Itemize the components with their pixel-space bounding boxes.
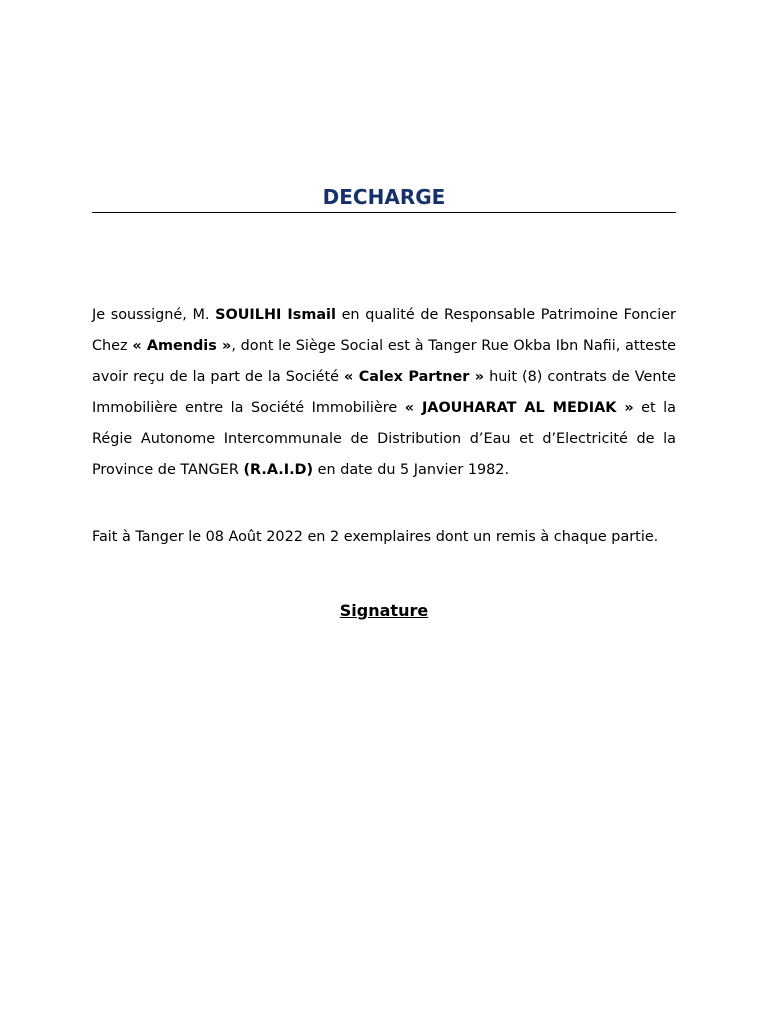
signatory-name: SOUILHI Ismail — [215, 307, 336, 324]
declaration-text-4: huit (8) contrats de Vente Immobilière entre la Société Immobilière — [92, 369, 676, 417]
signature-heading: Signature — [339, 601, 429, 620]
declaration-text-6: en date du 5 Janvier 1982. — [313, 462, 510, 479]
declaration-text-2: en qualité de Responsable Patrimoine Foncier Chez — [92, 307, 676, 355]
declaration-text-3: , dont le Siège Social est à Tanger Rue Okba Ibn Nafii, atteste avoir reçu de la part de la Société — [92, 338, 676, 386]
title-underline-rule — [92, 212, 676, 213]
partner-company: « Calex Partner » — [343, 369, 485, 386]
place-date-line: Fait à Tanger le 08 Août 2022 en 2 exemplaires dont un remis à chaque partie. — [92, 529, 659, 545]
employer-company: « Amendis » — [132, 338, 232, 355]
declaration-text-5: et la Régie Autonome Intercommunale de Distribution d’Eau et d’Electricité de la Province de TANGER — [92, 400, 676, 479]
raid-acronym: (R.A.I.D) — [243, 462, 314, 479]
declaration-text-1: Je soussigné, M. — [92, 307, 216, 324]
property-company: « JAOUHARAT AL MEDIAK » — [404, 400, 634, 417]
document-title: DECHARGE — [322, 185, 446, 209]
declaration-paragraph — [92, 300, 676, 486]
